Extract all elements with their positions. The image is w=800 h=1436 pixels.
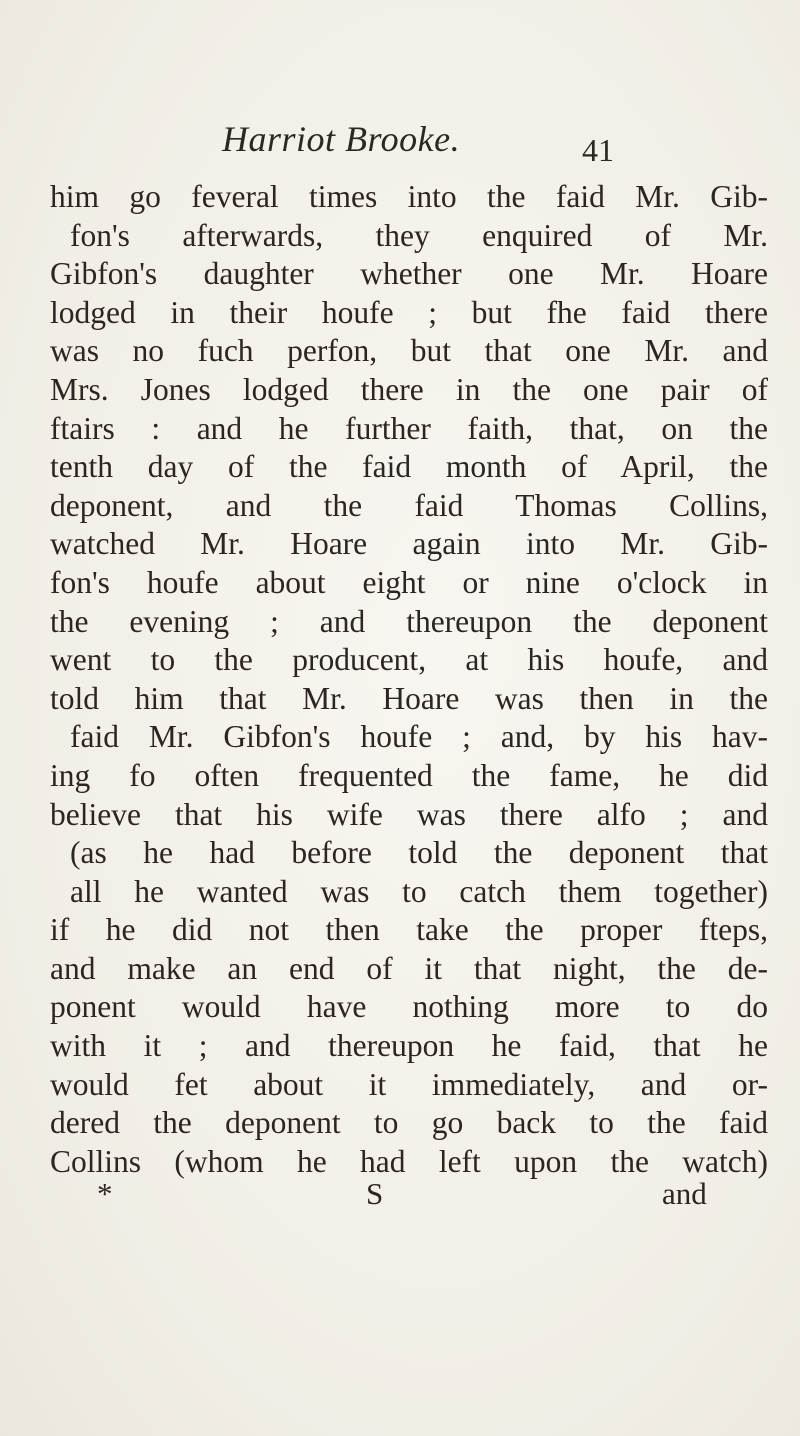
running-title: Harriot Brooke.: [222, 119, 461, 159]
text-line: tenth day of the faid month of April, the: [50, 449, 768, 485]
text-line: watched Mr. Hoare again into Mr. Gib-: [50, 526, 768, 562]
body-text: [50, 178, 768, 1181]
page-number: 41: [582, 132, 614, 168]
text-line: told him that Mr. Hoare was then in the: [50, 680, 768, 716]
text-line: Gibfon's daughter whether one Mr. Hoare: [50, 256, 768, 292]
signature-line: [0, 1176, 800, 1216]
text-line: dered the deponent to go back to the faid: [50, 1105, 768, 1141]
text-line: Collins (whom he had left upon the watch): [50, 1143, 768, 1179]
text-line: him go feveral times into the faid Mr. Gib-: [50, 179, 768, 214]
text-line: Mrs. Jones lodged there in the one pair of: [50, 371, 768, 407]
text-line: went to the producent, at his houfe, and: [50, 642, 768, 678]
text-line: if he did not then take the proper fteps,: [50, 912, 768, 948]
text-line: faid Mr. Gibfon's houfe ; and, by his hav-: [70, 719, 768, 755]
text-line: lodged in their houfe ; but fhe faid there: [50, 294, 768, 330]
text-line: ing fo often frequented the fame, he did: [50, 757, 768, 793]
text-line: would fet about it immediately, and or-: [50, 1066, 768, 1102]
catchword: and: [662, 1176, 707, 1211]
signature-letter: S: [366, 1176, 384, 1211]
text-line: and make an end of it that night, the de-: [50, 950, 768, 986]
text-line: with it ; and thereupon he faid, that he: [50, 1028, 768, 1064]
text-line: the evening ; and thereupon the deponent: [50, 603, 768, 639]
text-line: believe that his wife was there alfo ; and: [50, 796, 768, 832]
text-line: (as he had before told the deponent that: [70, 835, 768, 871]
text-line: all he wanted was to catch them together): [70, 873, 768, 909]
text-line: fon's houfe about eight or nine o'clock in: [50, 564, 768, 600]
text-line: deponent, and the faid Thomas Collins,: [50, 487, 768, 523]
signature-mark: *: [97, 1176, 113, 1211]
text-line: ftairs : and he further faith, that, on the: [50, 410, 768, 446]
text-line: was no fuch perfon, but that one Mr. and: [50, 333, 768, 369]
text-line: ponent would have nothing more to do: [50, 989, 768, 1025]
text-line: fon's afterwards, they enquired of Mr.: [70, 217, 768, 253]
running-head: [0, 118, 800, 178]
